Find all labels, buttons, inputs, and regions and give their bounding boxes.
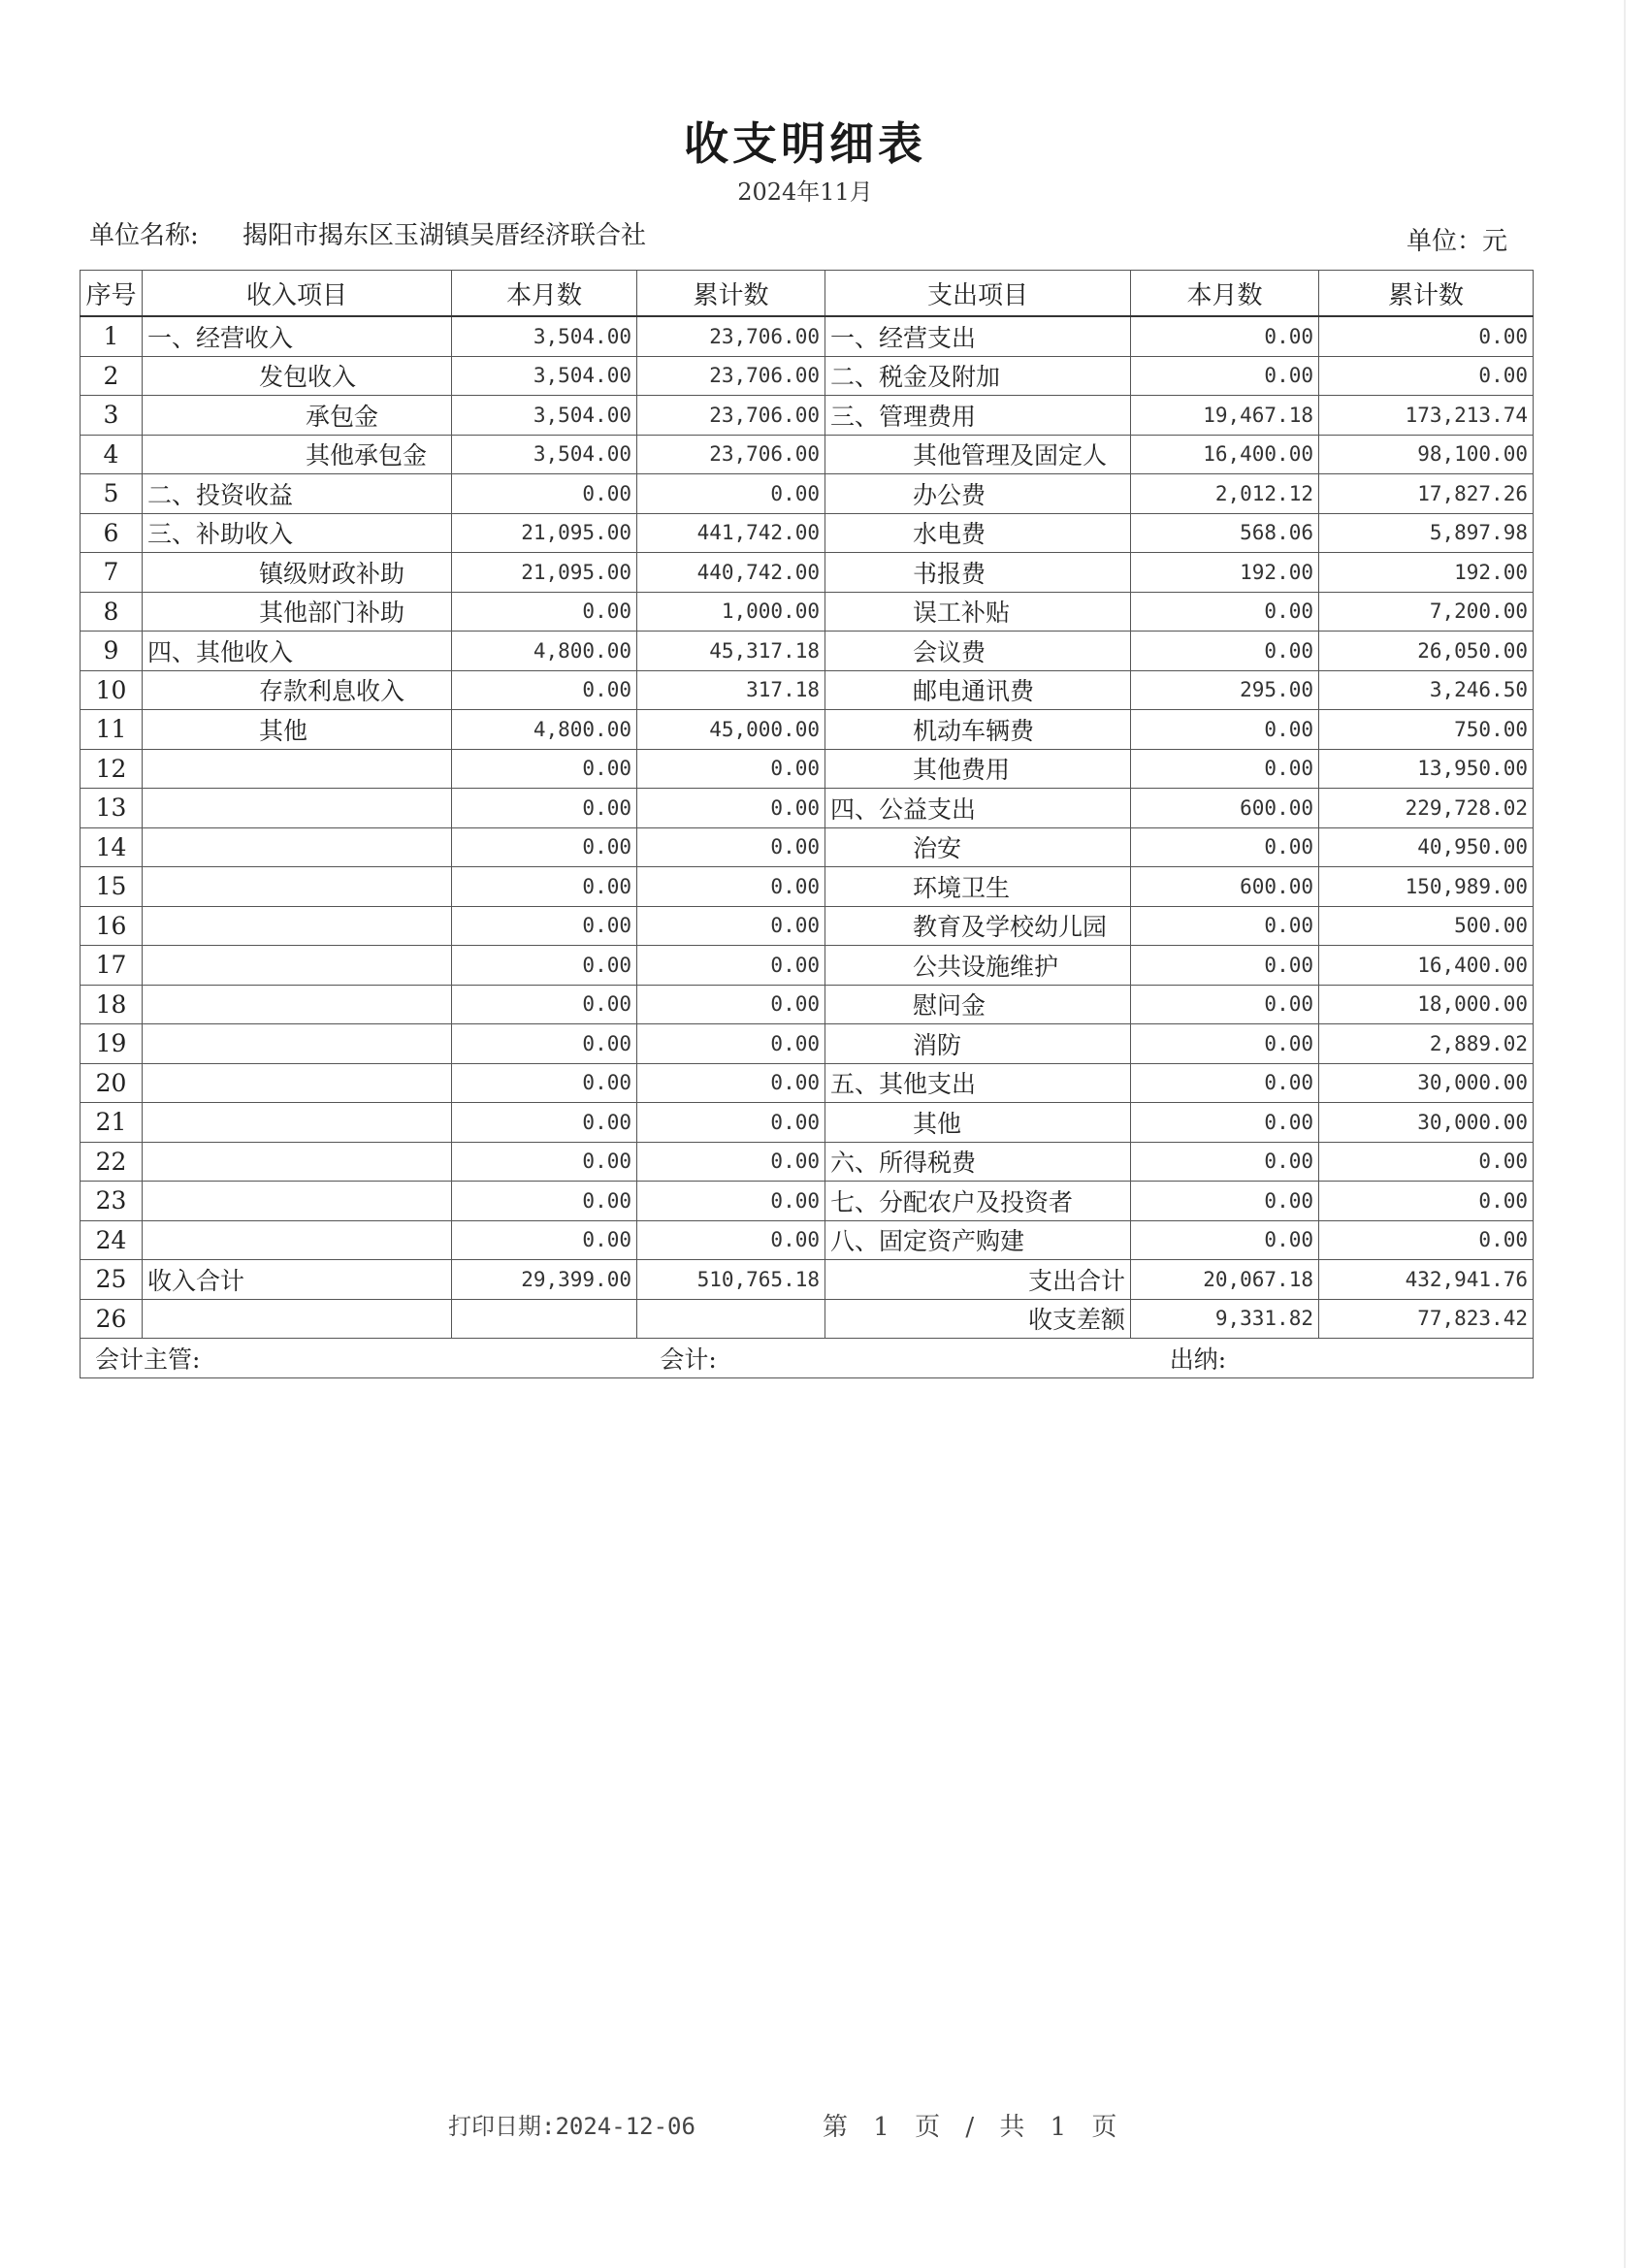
expense-month-value: 0.00 (1131, 1063, 1319, 1103)
expense-cumulative-value: 0.00 (1319, 316, 1534, 356)
income-month-value: 4,800.00 (452, 632, 637, 671)
income-expense-table (80, 270, 1534, 1378)
income-item: 镇级财政补助 (143, 553, 452, 593)
table-row (81, 592, 1534, 632)
income-cumulative-value: 23,706.00 (637, 396, 825, 436)
expense-item: 收支差额 (825, 1299, 1131, 1339)
expense-month-value: 0.00 (1131, 1182, 1319, 1221)
income-item: 一、经营收入 (143, 316, 452, 356)
row-seq: 18 (81, 985, 143, 1024)
income-cumulative-value: 0.00 (637, 1220, 825, 1260)
table-row (81, 710, 1534, 750)
expense-month-value: 0.00 (1131, 946, 1319, 986)
col-header-expense-cumulative: 累计数 (1319, 271, 1534, 317)
expense-item: 消防 (825, 1024, 1131, 1064)
expense-item: 办公费 (825, 474, 1131, 514)
expense-month-value: 0.00 (1131, 749, 1319, 789)
expense-item: 误工补贴 (825, 592, 1131, 632)
income-cumulative-value: 45,317.18 (637, 632, 825, 671)
report-period: 2024年11月 (737, 178, 873, 206)
col-header-income-month: 本月数 (452, 271, 637, 317)
expense-cumulative-value: 500.00 (1319, 906, 1534, 946)
income-cumulative-value: 0.00 (637, 946, 825, 986)
income-month-value: 0.00 (452, 906, 637, 946)
expense-cumulative-value: 5,897.98 (1319, 513, 1534, 553)
expense-month-value: 0.00 (1131, 632, 1319, 671)
expense-cumulative-value: 18,000.00 (1319, 985, 1534, 1024)
expense-cumulative-value: 0.00 (1319, 1142, 1534, 1182)
income-item (143, 749, 452, 789)
table-row (81, 632, 1534, 671)
income-cumulative-value: 0.00 (637, 789, 825, 828)
table-row (81, 356, 1534, 396)
org-name: 揭阳市揭东区玉湖镇吴厝经济联合社 (242, 221, 647, 250)
row-seq: 2 (81, 356, 143, 396)
unit-label: 单位：元 (1406, 227, 1508, 256)
income-item: 发包收入 (143, 356, 452, 396)
income-cumulative-value: 0.00 (637, 1024, 825, 1064)
income-month-value: 0.00 (452, 1024, 637, 1064)
scan-edge (1624, 0, 1626, 2268)
expense-item: 一、经营支出 (825, 316, 1131, 356)
income-cumulative-value: 0.00 (637, 985, 825, 1024)
accountant-label: 会计: (660, 1345, 717, 1374)
expense-cumulative-value: 77,823.42 (1319, 1299, 1534, 1339)
income-item (143, 906, 452, 946)
expense-cumulative-value: 3,246.50 (1319, 670, 1534, 710)
income-month-value: 21,095.00 (452, 513, 637, 553)
income-month-value: 0.00 (452, 1103, 637, 1143)
income-month-value: 0.00 (452, 1220, 637, 1260)
expense-item: 七、分配农户及投资者 (825, 1182, 1131, 1221)
income-cumulative-value: 510,765.18 (637, 1260, 825, 1300)
expense-month-value: 600.00 (1131, 867, 1319, 907)
expense-cumulative-value: 229,728.02 (1319, 789, 1534, 828)
row-seq: 11 (81, 710, 143, 750)
table-row (81, 1182, 1534, 1221)
table-row (81, 1260, 1534, 1300)
row-seq: 21 (81, 1103, 143, 1143)
income-item: 四、其他收入 (143, 632, 452, 671)
table-row (81, 789, 1534, 828)
col-header-expense-month: 本月数 (1131, 271, 1319, 317)
income-item (143, 827, 452, 867)
income-month-value: 0.00 (452, 474, 637, 514)
income-item (143, 1024, 452, 1064)
expense-month-value: 2,012.12 (1131, 474, 1319, 514)
expense-cumulative-value: 26,050.00 (1319, 632, 1534, 671)
expense-item: 邮电通讯费 (825, 670, 1131, 710)
row-seq: 22 (81, 1142, 143, 1182)
expense-month-value: 192.00 (1131, 553, 1319, 593)
org-label: 单位名称: (89, 221, 199, 250)
expense-month-value: 0.00 (1131, 1103, 1319, 1143)
expense-cumulative-value: 750.00 (1319, 710, 1534, 750)
row-seq: 9 (81, 632, 143, 671)
income-cumulative-value: 23,706.00 (637, 435, 825, 474)
expense-month-value: 9,331.82 (1131, 1299, 1319, 1339)
income-month-value: 3,504.00 (452, 396, 637, 436)
income-cumulative-value: 23,706.00 (637, 316, 825, 356)
income-cumulative-value: 441,742.00 (637, 513, 825, 553)
income-month-value: 0.00 (452, 789, 637, 828)
expense-month-value: 0.00 (1131, 316, 1319, 356)
expense-cumulative-value: 192.00 (1319, 553, 1534, 593)
row-seq: 13 (81, 789, 143, 828)
income-cumulative-value: 0.00 (637, 1103, 825, 1143)
income-month-value: 0.00 (452, 1182, 637, 1221)
expense-cumulative-value: 30,000.00 (1319, 1103, 1534, 1143)
income-month-value: 0.00 (452, 985, 637, 1024)
expense-cumulative-value: 173,213.74 (1319, 396, 1534, 436)
row-seq: 6 (81, 513, 143, 553)
table-row (81, 1142, 1534, 1182)
expense-month-value: 0.00 (1131, 827, 1319, 867)
income-month-value: 0.00 (452, 670, 637, 710)
income-item (143, 946, 452, 986)
expense-cumulative-value: 0.00 (1319, 356, 1534, 396)
table-row (81, 1103, 1534, 1143)
expense-item: 教育及学校幼儿园 (825, 906, 1131, 946)
table-row (81, 435, 1534, 474)
chief-accountant-label: 会计主管: (95, 1345, 201, 1374)
table-body (81, 316, 1534, 1339)
income-month-value: 0.00 (452, 946, 637, 986)
expense-item: 其他 (825, 1103, 1131, 1143)
income-item (143, 1220, 452, 1260)
expense-cumulative-value: 432,941.76 (1319, 1260, 1534, 1300)
income-item: 其他承包金 (143, 435, 452, 474)
expense-month-value: 0.00 (1131, 906, 1319, 946)
income-cumulative-value: 0.00 (637, 827, 825, 867)
expense-month-value: 568.06 (1131, 513, 1319, 553)
income-month-value: 0.00 (452, 749, 637, 789)
row-seq: 3 (81, 396, 143, 436)
income-item (143, 789, 452, 828)
income-month-value: 3,504.00 (452, 435, 637, 474)
income-cumulative-value: 0.00 (637, 1063, 825, 1103)
row-seq: 8 (81, 592, 143, 632)
expense-cumulative-value: 0.00 (1319, 1220, 1534, 1260)
income-item (143, 1103, 452, 1143)
expense-cumulative-value: 16,400.00 (1319, 946, 1534, 986)
signature-cell (81, 1339, 1534, 1378)
row-seq: 5 (81, 474, 143, 514)
income-cumulative-value: 0.00 (637, 867, 825, 907)
expense-cumulative-value: 17,827.26 (1319, 474, 1534, 514)
income-month-value: 0.00 (452, 1063, 637, 1103)
expense-item: 支出合计 (825, 1260, 1131, 1300)
expense-month-value: 0.00 (1131, 1142, 1319, 1182)
income-cumulative-value: 440,742.00 (637, 553, 825, 593)
expense-month-value: 0.00 (1131, 1220, 1319, 1260)
income-month-value: 0.00 (452, 1142, 637, 1182)
expense-month-value: 0.00 (1131, 985, 1319, 1024)
income-item: 存款利息收入 (143, 670, 452, 710)
income-month-value (452, 1299, 637, 1339)
col-header-income-cumulative: 累计数 (637, 271, 825, 317)
income-cumulative-value: 45,000.00 (637, 710, 825, 750)
income-item: 其他部门补助 (143, 592, 452, 632)
row-seq: 26 (81, 1299, 143, 1339)
row-seq: 14 (81, 827, 143, 867)
income-item (143, 1063, 452, 1103)
income-item: 其他 (143, 710, 452, 750)
expense-cumulative-value: 2,889.02 (1319, 1024, 1534, 1064)
table-row (81, 1024, 1534, 1064)
table-row (81, 867, 1534, 907)
income-item: 三、补助收入 (143, 513, 452, 553)
expense-item: 其他管理及固定人 (825, 435, 1131, 474)
income-item (143, 1299, 452, 1339)
income-cumulative-value (637, 1299, 825, 1339)
expense-item: 环境卫生 (825, 867, 1131, 907)
income-month-value: 0.00 (452, 827, 637, 867)
income-cumulative-value: 23,706.00 (637, 356, 825, 396)
table-row (81, 553, 1534, 593)
income-cumulative-value: 0.00 (637, 1182, 825, 1221)
expense-cumulative-value: 30,000.00 (1319, 1063, 1534, 1103)
row-seq: 19 (81, 1024, 143, 1064)
expense-item: 机动车辆费 (825, 710, 1131, 750)
row-seq: 24 (81, 1220, 143, 1260)
income-month-value: 3,504.00 (452, 316, 637, 356)
row-seq: 1 (81, 316, 143, 356)
expense-month-value: 20,067.18 (1131, 1260, 1319, 1300)
expense-item: 会议费 (825, 632, 1131, 671)
table-row (81, 749, 1534, 789)
income-month-value: 4,800.00 (452, 710, 637, 750)
expense-month-value: 600.00 (1131, 789, 1319, 828)
income-cumulative-value: 0.00 (637, 906, 825, 946)
income-cumulative-value: 0.00 (637, 1142, 825, 1182)
income-month-value: 21,095.00 (452, 553, 637, 593)
expense-item: 六、所得税费 (825, 1142, 1131, 1182)
signature-row (81, 1339, 1534, 1378)
expense-cumulative-value: 150,989.00 (1319, 867, 1534, 907)
row-seq: 15 (81, 867, 143, 907)
col-header-seq: 序号 (81, 271, 143, 317)
income-cumulative-value: 1,000.00 (637, 592, 825, 632)
income-item (143, 867, 452, 907)
page-number: 第 1 页 / 共 1 页 (823, 2113, 1117, 2142)
expense-cumulative-value: 40,950.00 (1319, 827, 1534, 867)
table-row (81, 316, 1534, 356)
expense-month-value: 16,400.00 (1131, 435, 1319, 474)
expense-item: 书报费 (825, 553, 1131, 593)
income-month-value: 0.00 (452, 592, 637, 632)
expense-item: 治安 (825, 827, 1131, 867)
expense-cumulative-value: 7,200.00 (1319, 592, 1534, 632)
income-item (143, 1142, 452, 1182)
table-row (81, 1063, 1534, 1103)
table-row (81, 670, 1534, 710)
row-seq: 7 (81, 553, 143, 593)
expense-month-value: 0.00 (1131, 710, 1319, 750)
col-header-income-item: 收入项目 (143, 271, 452, 317)
row-seq: 4 (81, 435, 143, 474)
expense-item: 四、公益支出 (825, 789, 1131, 828)
print-date: 打印日期:2024-12-06 (448, 2113, 695, 2140)
cashier-label: 出纳: (1169, 1345, 1227, 1374)
income-item (143, 985, 452, 1024)
table-row (81, 1220, 1534, 1260)
income-cumulative-value: 0.00 (637, 474, 825, 514)
table-row (81, 985, 1534, 1024)
row-seq: 16 (81, 906, 143, 946)
expense-month-value: 0.00 (1131, 592, 1319, 632)
income-cumulative-value: 317.18 (637, 670, 825, 710)
table-header-row (81, 271, 1534, 317)
expense-item: 二、税金及附加 (825, 356, 1131, 396)
row-seq: 10 (81, 670, 143, 710)
expense-cumulative-value: 0.00 (1319, 1182, 1534, 1221)
table-row (81, 513, 1534, 553)
expense-cumulative-value: 98,100.00 (1319, 435, 1534, 474)
expense-month-value: 0.00 (1131, 356, 1319, 396)
expense-month-value: 295.00 (1131, 670, 1319, 710)
row-seq: 20 (81, 1063, 143, 1103)
expense-cumulative-value: 13,950.00 (1319, 749, 1534, 789)
table-row (81, 946, 1534, 986)
table-row (81, 1299, 1534, 1339)
expense-month-value: 0.00 (1131, 1024, 1319, 1064)
table-row (81, 906, 1534, 946)
income-item (143, 1182, 452, 1221)
expense-item: 水电费 (825, 513, 1131, 553)
row-seq: 12 (81, 749, 143, 789)
income-month-value: 29,399.00 (452, 1260, 637, 1300)
col-header-expense-item: 支出项目 (825, 271, 1131, 317)
expense-item: 其他费用 (825, 749, 1131, 789)
income-item: 收入合计 (143, 1260, 452, 1300)
income-month-value: 3,504.00 (452, 356, 637, 396)
row-seq: 25 (81, 1260, 143, 1300)
income-item: 二、投资收益 (143, 474, 452, 514)
income-cumulative-value: 0.00 (637, 749, 825, 789)
expense-item: 公共设施维护 (825, 946, 1131, 986)
income-item: 承包金 (143, 396, 452, 436)
expense-month-value: 19,467.18 (1131, 396, 1319, 436)
page-title: 收支明细表 (684, 117, 926, 170)
table-row (81, 827, 1534, 867)
row-seq: 17 (81, 946, 143, 986)
expense-item: 三、管理费用 (825, 396, 1131, 436)
expense-item: 八、固定资产购建 (825, 1220, 1131, 1260)
table-row (81, 474, 1534, 514)
expense-item: 慰问金 (825, 985, 1131, 1024)
income-month-value: 0.00 (452, 867, 637, 907)
expense-item: 五、其他支出 (825, 1063, 1131, 1103)
table-row (81, 396, 1534, 436)
row-seq: 23 (81, 1182, 143, 1221)
